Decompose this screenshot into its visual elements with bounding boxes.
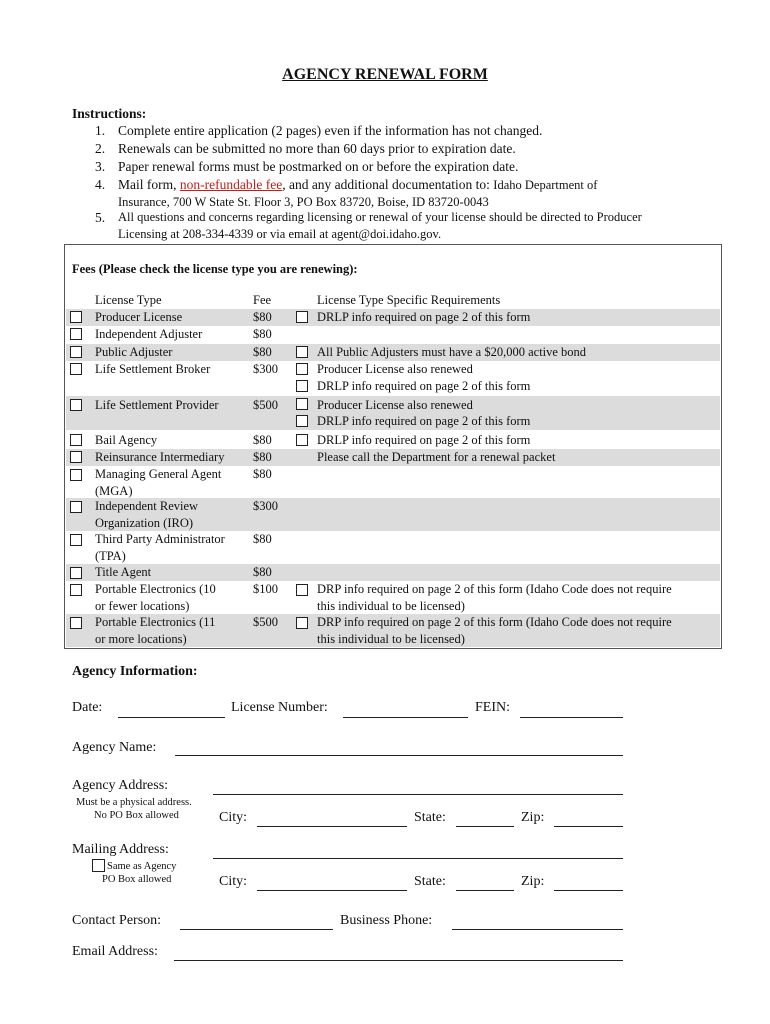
life-settlement-provider-checkbox[interactable] (70, 399, 82, 411)
non-refundable-fee-link[interactable]: non-refundable fee (179, 177, 283, 192)
mailing-zip-field[interactable] (554, 890, 623, 891)
requirement-text: DRLP info required on page 2 of this form (317, 433, 531, 447)
same-as-agency-label: Same as Agency (107, 861, 177, 872)
requirement-checkbox[interactable] (296, 415, 308, 427)
fee-value: $300 (253, 499, 278, 513)
zip-label: Zip: (521, 810, 545, 825)
license-number-field[interactable] (343, 717, 468, 718)
requirement-text: Producer License also renewed (317, 362, 473, 376)
independent-review-organization-checkbox[interactable] (70, 501, 82, 513)
requirement-text: Please call the Department for a renewal packet (317, 450, 556, 464)
row-band (66, 564, 720, 581)
requirement-checkbox[interactable] (296, 363, 308, 375)
requirement-checkbox[interactable] (296, 434, 308, 446)
physical-address-note: Must be a physical address. (76, 797, 192, 808)
no-po-box-note: No PO Box allowed (94, 810, 179, 821)
license-type-label: Life Settlement Provider (95, 398, 219, 412)
instruction-item-2: 2. Renewals can be submitted no more than 60 days prior to expiration date. (95, 141, 516, 156)
license-type-label: Portable Electronics (10 or fewer locations) (95, 582, 216, 613)
life-settlement-broker-checkbox[interactable] (70, 363, 82, 375)
license-type-label: Producer License (95, 310, 183, 324)
bail-agency-checkbox[interactable] (70, 434, 82, 446)
po-box-allowed-note: PO Box allowed (102, 874, 172, 885)
email-address-field[interactable] (174, 960, 623, 961)
license-type-label: Public Adjuster (95, 345, 173, 359)
agency-address-label: Agency Address: (72, 778, 169, 793)
third-party-administrator-checkbox[interactable] (70, 534, 82, 546)
requirement-text: DRLP info required on page 2 of this form (317, 310, 531, 324)
license-type-label: Portable Electronics (11 or more locations) (95, 615, 216, 646)
column-header-requirements: License Type Specific Requirements (317, 293, 501, 307)
zip-label: Zip: (521, 874, 545, 889)
business-phone-label: Business Phone: (340, 913, 433, 928)
license-type-label: Managing General Agent (MGA) (95, 467, 222, 498)
fee-value: $80 (253, 310, 272, 324)
fein-label: FEIN: (475, 700, 510, 715)
date-label: Date: (72, 700, 103, 715)
independent-adjuster-checkbox[interactable] (70, 328, 82, 340)
license-type-label: Independent Adjuster (95, 327, 203, 341)
requirement-text: All Public Adjusters must have a $20,000 active bond (317, 345, 587, 359)
instructions-heading: Instructions: (72, 106, 147, 121)
requirement-checkbox[interactable] (296, 346, 308, 358)
instruction-item-3: 3. Paper renewal forms must be postmarked on or before the expiration date. (95, 159, 519, 174)
fees-heading: Fees (Please check the license type you are renewing): (72, 262, 358, 276)
requirement-text: Producer License also renewed (317, 398, 473, 412)
portable-electronics-11-checkbox[interactable] (70, 617, 82, 629)
public-adjuster-checkbox[interactable] (70, 346, 82, 358)
contact-person-field[interactable] (180, 929, 333, 930)
requirement-text: DRLP info required on page 2 of this form (317, 379, 531, 393)
fee-value: $80 (253, 565, 272, 579)
fee-value: $100 (253, 582, 278, 596)
instruction-item-1: 1. Complete entire application (2 pages) even if the information has not changed. (95, 123, 543, 138)
state-label: State: (414, 810, 446, 825)
requirement-checkbox[interactable] (296, 311, 308, 323)
city-label: City: (219, 874, 248, 889)
reinsurance-intermediary-checkbox[interactable] (70, 451, 82, 463)
instruction-item-5: 5. All questions and concerns regarding licensing or renewal of your license should be directed to Producer Licensing at 208-334-4339 or via email at agent@doi.idaho.gov. (95, 210, 642, 241)
contact-person-label: Contact Person: (72, 913, 162, 928)
same-as-agency-checkbox[interactable] (92, 859, 105, 872)
state-label: State: (414, 874, 446, 889)
requirement-checkbox[interactable] (296, 584, 308, 596)
mailing-address-field[interactable] (213, 858, 623, 859)
fee-value: $80 (253, 532, 272, 546)
requirement-checkbox[interactable] (296, 617, 308, 629)
mailing-city-field[interactable] (257, 890, 407, 891)
managing-general-agent-checkbox[interactable] (70, 469, 82, 481)
requirement-text: DRP info required on page 2 of this form (Idaho Code does not require this individual to be licensed) (317, 582, 672, 613)
producer-license-checkbox[interactable] (70, 311, 82, 323)
requirement-checkbox[interactable] (296, 398, 308, 410)
agency-name-label: Agency Name: (72, 740, 157, 755)
agency-name-field[interactable] (175, 755, 623, 756)
requirement-text: DRLP info required on page 2 of this form (317, 414, 531, 428)
requirement-checkbox[interactable] (296, 380, 308, 392)
license-type-label: Independent Review Organization (IRO) (95, 499, 199, 530)
fee-value: $500 (253, 398, 278, 412)
fee-value: $80 (253, 345, 272, 359)
license-type-label: Life Settlement Broker (95, 362, 211, 376)
business-phone-field[interactable] (452, 929, 623, 930)
mailing-address-label: Mailing Address: (72, 842, 169, 857)
fein-field[interactable] (520, 717, 623, 718)
city-label: City: (219, 810, 248, 825)
license-type-label: Title Agent (95, 565, 152, 579)
license-type-label: Third Party Administrator (TPA) (95, 532, 225, 563)
fee-value: $300 (253, 362, 278, 376)
license-type-label: Reinsurance Intermediary (95, 450, 225, 464)
portable-electronics-10-checkbox[interactable] (70, 584, 82, 596)
form-title: AGENCY RENEWAL FORM (282, 66, 488, 83)
date-field[interactable] (118, 717, 225, 718)
license-type-label: Bail Agency (95, 433, 158, 447)
fee-value: $80 (253, 467, 272, 481)
instruction-item-4: 4. Mail form, non-refundable fee, and any additional documentation to: Idaho Department of Insurance, 700 W State St. Floor 3, PO Box 83720, Boise, ID 83720-0043 (95, 177, 598, 209)
fee-value: $80 (253, 327, 272, 341)
agency-state-field[interactable] (456, 826, 514, 827)
agency-information-heading: Agency Information: (72, 664, 198, 679)
column-header-license-type: License Type (95, 293, 162, 307)
agency-address-field[interactable] (213, 794, 623, 795)
license-number-label: License Number: (231, 700, 328, 715)
agency-zip-field[interactable] (554, 826, 623, 827)
title-agent-checkbox[interactable] (70, 567, 82, 579)
column-header-fee: Fee (253, 293, 272, 307)
fee-value: $500 (253, 615, 278, 629)
mailing-state-field[interactable] (456, 890, 514, 891)
requirement-text: DRP info required on page 2 of this form (Idaho Code does not require this individual to be licensed) (317, 615, 672, 646)
agency-city-field[interactable] (257, 826, 407, 827)
fee-value: $80 (253, 450, 272, 464)
fee-value: $80 (253, 433, 272, 447)
email-address-label: Email Address: (72, 944, 158, 959)
